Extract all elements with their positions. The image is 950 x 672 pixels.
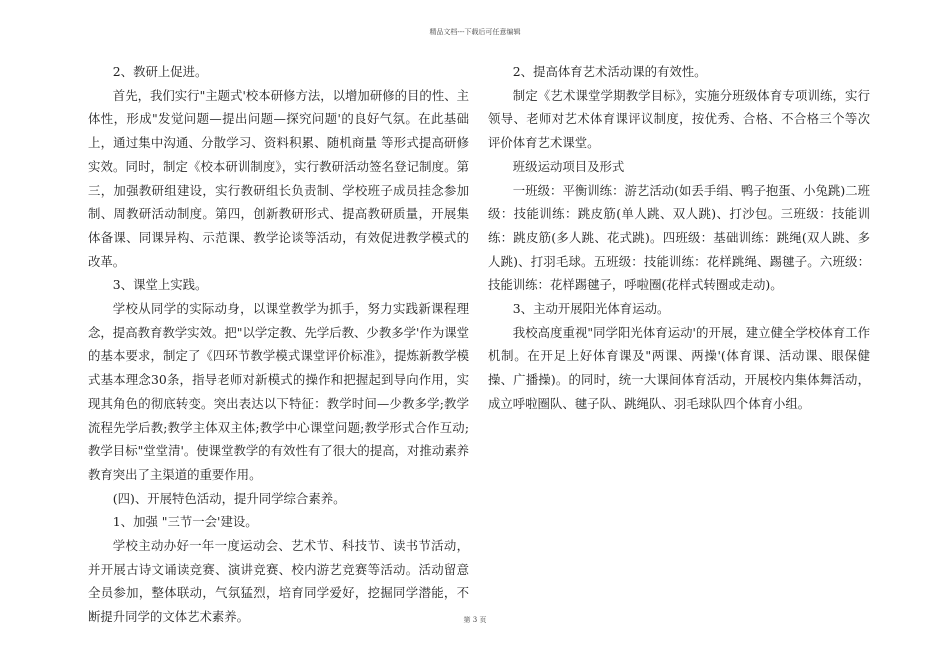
page-number: 第 3 页 xyxy=(463,616,487,624)
paragraph-pe-art-effectiveness: 制定《艺术课堂学期教学目标》，实施分班级体育专项训练，实行领导、老师对艺术体育课评议制度，按优秀、合格、不合格三个等次评价体育艺术课堂。 xyxy=(488,87,870,151)
heading-three-festivals: 1、加强 "三节一会'建设。 xyxy=(112,514,258,530)
heading-classroom-practice: 3、课堂上实践。 xyxy=(112,277,208,293)
page-header: 精品文档---下载后可任意编辑 xyxy=(429,28,521,36)
right-column xyxy=(488,60,870,416)
heading-special-activities: (四)、开展特色活动，提升同学综合素养。 xyxy=(112,490,346,506)
left-column xyxy=(88,60,469,629)
heading-pe-art-effectiveness: 2、提高体育艺术活动课的有效性。 xyxy=(512,64,707,79)
paragraph-sunshine-sports: 我校高度重视"同学阳光体育运动'的开展，建立健全学校体育工作机制。在开足上好体育课及"两课、两操'(体育课、活动课、眼保健操、广播操)。的同时，统一大课间体育活动，开展校内集体舞活动，成立呼啦圈队、毽子队、跳绳队、羽毛球队四个体育小组。 xyxy=(488,324,870,411)
paragraph-teaching-research: 首先，我们实行"主题式'校本研修方法，以增加研修的目的性、主体性，形成"发觉问题—提出问题—探究问题'的良好气氛。在此基础上，通过集中沟通、分散学习、资料积累、随机商量 等形式提高研修实效。同时，制定《校本研训制度》，实行教研活动签名登记制度。第三，加强教研组建设，实行教研组长负责制、学校班子成员挂念参加制、周教研活动制度。第四，创新教研形式、提高教研质量，开展集体备课、同课异构、示范课、教学论谈等活动，有效促进教学模式的改革。 xyxy=(88,87,469,269)
paragraph-classroom-practice: 学校从同学的实际动身，以课堂教学为抓手，努力实践新课程理念，提高教育教学实效。把"以学定教、先学后教、少教多学'作为课堂的基本要求，制定了《四环节教学模式课堂评价标准》，提炼新教学模式基本理念30条，指导老师对新模式的操作和把握起到导向作用，实现其角色的彻底转变。突出表达以下特征：教学时间—少教多学;教学流程先学后教;教学主体双主体;教学中心课堂问题;教学形式合作互动;教学目标"堂堂清'。使课堂教学的有效性有了很大的提高，对推动素养教育突出了主渠道的重要作用。 xyxy=(88,301,469,482)
heading-teaching-research: 2、教研上促进。 xyxy=(112,64,208,79)
paragraph-three-festivals: 学校主动办好一年一度运动会、艺术节、科技节、读书节活动，并开展古诗文诵读竞赛、演讲竞赛、校内游艺竞赛等活动。活动留意全员参加，整体联动，气氛猛烈，培育同学爱好，挖掘同学潜能，不断提升同学的文体艺术素养。 xyxy=(88,538,469,625)
paragraph-grade-sports: 一班级：平衡训练：游艺活动(如丢手绢、鸭子抱蛋、小兔跳)二班级：技能训练：跳皮筋(单人跳、双人跳)、打沙包。三班级：技能训练：跳皮筋(多人跳、花式跳)。四班级：基础训练：跳绳(双人跳、多人跳)、打羽毛球。五班级：技能训练：花样跳绳、踢毽子。六班级：技能训练：花样踢毽子，呼啦圈(花样式转圈或走动)。 xyxy=(488,182,870,293)
heading-grade-sports: 班级运动项目及形式 xyxy=(512,158,625,174)
heading-sunshine-sports: 3、主动开展阳光体育运动。 xyxy=(512,301,670,317)
